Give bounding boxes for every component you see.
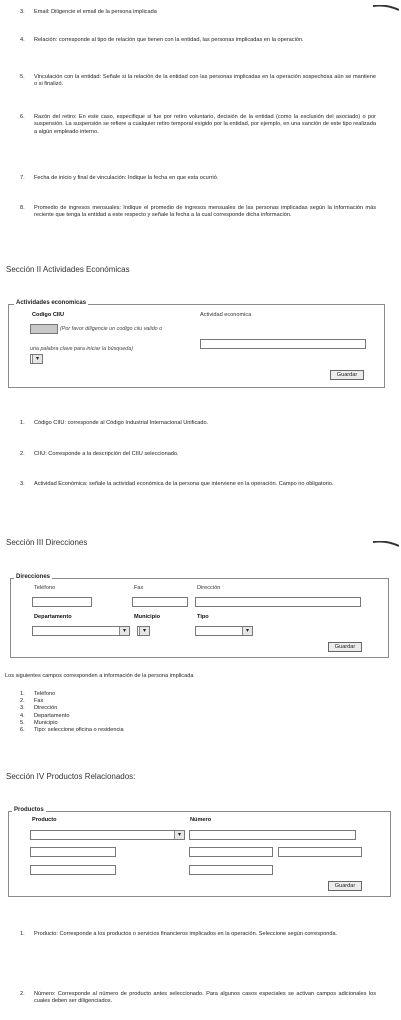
extra-field-input[interactable] <box>189 847 273 857</box>
section-title: Sección II Actividades Económicas <box>6 265 130 274</box>
ciiu-hint: (Por favor diligencie un codigo ciiu valido o <box>60 326 163 332</box>
list-item: 2. Número: Corresponde al número de producto antes seleccionado. Para algunos casos especiales se activan campos adicionales los cuales deben ser diligenciados. <box>20 991 376 1005</box>
section-intro: Los siguientes campos corresponden a información de la persona implicada <box>5 673 194 679</box>
type-select[interactable] <box>195 626 253 636</box>
phone-input[interactable] <box>32 597 92 607</box>
list-item: 4. Departamento <box>20 712 70 719</box>
list-item: 8. Promedio de ingresos mensuales: Indique el promedio de ingresos mensuales de las personas implicadas según la información más reciente que tenga la entidad a este respecto y señale la fecha a la cual corresponde dicha información. <box>20 205 376 219</box>
product-select[interactable] <box>30 830 185 840</box>
page-corner-mark <box>373 541 399 547</box>
chevron-down-icon: ▾ <box>174 831 184 839</box>
address-label: Dirección <box>197 585 221 591</box>
chevron-down-icon: ▾ <box>119 627 129 635</box>
product-label: Producto <box>32 817 57 823</box>
address-input[interactable] <box>195 597 361 607</box>
ciiu-hint: una palabra clave para iniciar la búsqueda) <box>30 346 134 352</box>
list-item: 2. CIIU: Corresponde a la descripción del CIIU seleccionado. <box>20 451 179 457</box>
list-item: 5. Municipio <box>20 719 58 726</box>
ciiu-select[interactable] <box>30 354 43 364</box>
page-corner-mark <box>373 5 399 11</box>
municipality-label: Municipio <box>134 614 161 620</box>
list-item: 1. Producto: Corresponde a los productos o servicios financieros implicados en la operación. Seleccione según corresponda. <box>20 931 338 937</box>
number-label: Número <box>190 817 212 823</box>
list-item: 1. Código CIIU: corresponde al Código Industrial Internacional Unificado. <box>20 420 209 426</box>
list-item: 2. Fax <box>20 698 44 705</box>
fieldset-legend: Direcciones <box>16 574 51 580</box>
ciiu-code-input[interactable] <box>30 324 58 334</box>
list-item: 3. Dirección <box>20 705 58 712</box>
fax-label: Fax <box>134 585 144 591</box>
department-select[interactable] <box>32 626 130 636</box>
list-item: 6. Tipo: seleccione oficina o residencia <box>20 727 124 734</box>
list-item: 3. Actividad Económica: señale la actividad económica de la persona que interviene en la operación. Campo no obligatorio. <box>20 481 334 487</box>
chevron-down-icon: ▾ <box>32 355 42 363</box>
fieldset-legend: Actividades economicas <box>16 300 87 306</box>
fieldset-legend: Productos <box>14 807 44 813</box>
department-label: Departamento <box>34 614 72 620</box>
list-item: 7. Fecha de inicio y final de vinculación: Indique la fecha en que esta ocurrió. <box>20 175 219 181</box>
municipality-select[interactable] <box>137 626 150 636</box>
chevron-down-icon: ▾ <box>139 627 149 635</box>
list-item: 4. Relación: corresponde al tipo de relación que tienen con la entidad, las personas implicadas en la operación. <box>20 37 304 43</box>
list-item: 1. Teléfono <box>20 691 56 697</box>
extra-field-input[interactable] <box>189 865 273 875</box>
field-list <box>20 691 124 734</box>
chevron-down-icon: ▾ <box>242 627 252 635</box>
activity-label: Actividad economica <box>200 312 252 318</box>
type-label: Tipo <box>197 614 209 620</box>
extra-field-input[interactable] <box>30 865 116 875</box>
list-item: 5. Vinculación con la entidad: Señale si la relación de la entidad con las personas implicadas en la operación sospechosa aún se mantiene o si finalizó. <box>20 74 376 88</box>
fax-input[interactable] <box>132 597 188 607</box>
save-button[interactable]: Guardar <box>328 881 362 891</box>
extra-field-input[interactable] <box>278 847 362 857</box>
extra-field-input[interactable] <box>30 847 116 857</box>
product-number-input[interactable] <box>189 830 356 840</box>
ciiu-label: Codigo CIIU <box>32 312 65 318</box>
save-button[interactable]: Guardar <box>328 642 362 652</box>
list-item: 6. Razón del retiro: En este caso, especifique si fue por retiro voluntario, decisión de la entidad (como la exclusión del asociado) o por suspensión. La suspensión se refiere a cualquier retiro temporal exigido por la entidad, por ejemplo, en una sanción de este tipo realizada a algún empleado interno. <box>20 114 376 135</box>
section-title: Sección III Direcciones <box>6 538 88 547</box>
save-button[interactable]: Guardar <box>330 370 364 380</box>
activity-input[interactable] <box>200 339 366 349</box>
list-item: 3. Email: Diligencie el email de la persona implicada <box>20 9 157 15</box>
phone-label: Teléfono <box>34 585 56 591</box>
section-title: Sección IV Productos Relacionados: <box>6 772 136 781</box>
